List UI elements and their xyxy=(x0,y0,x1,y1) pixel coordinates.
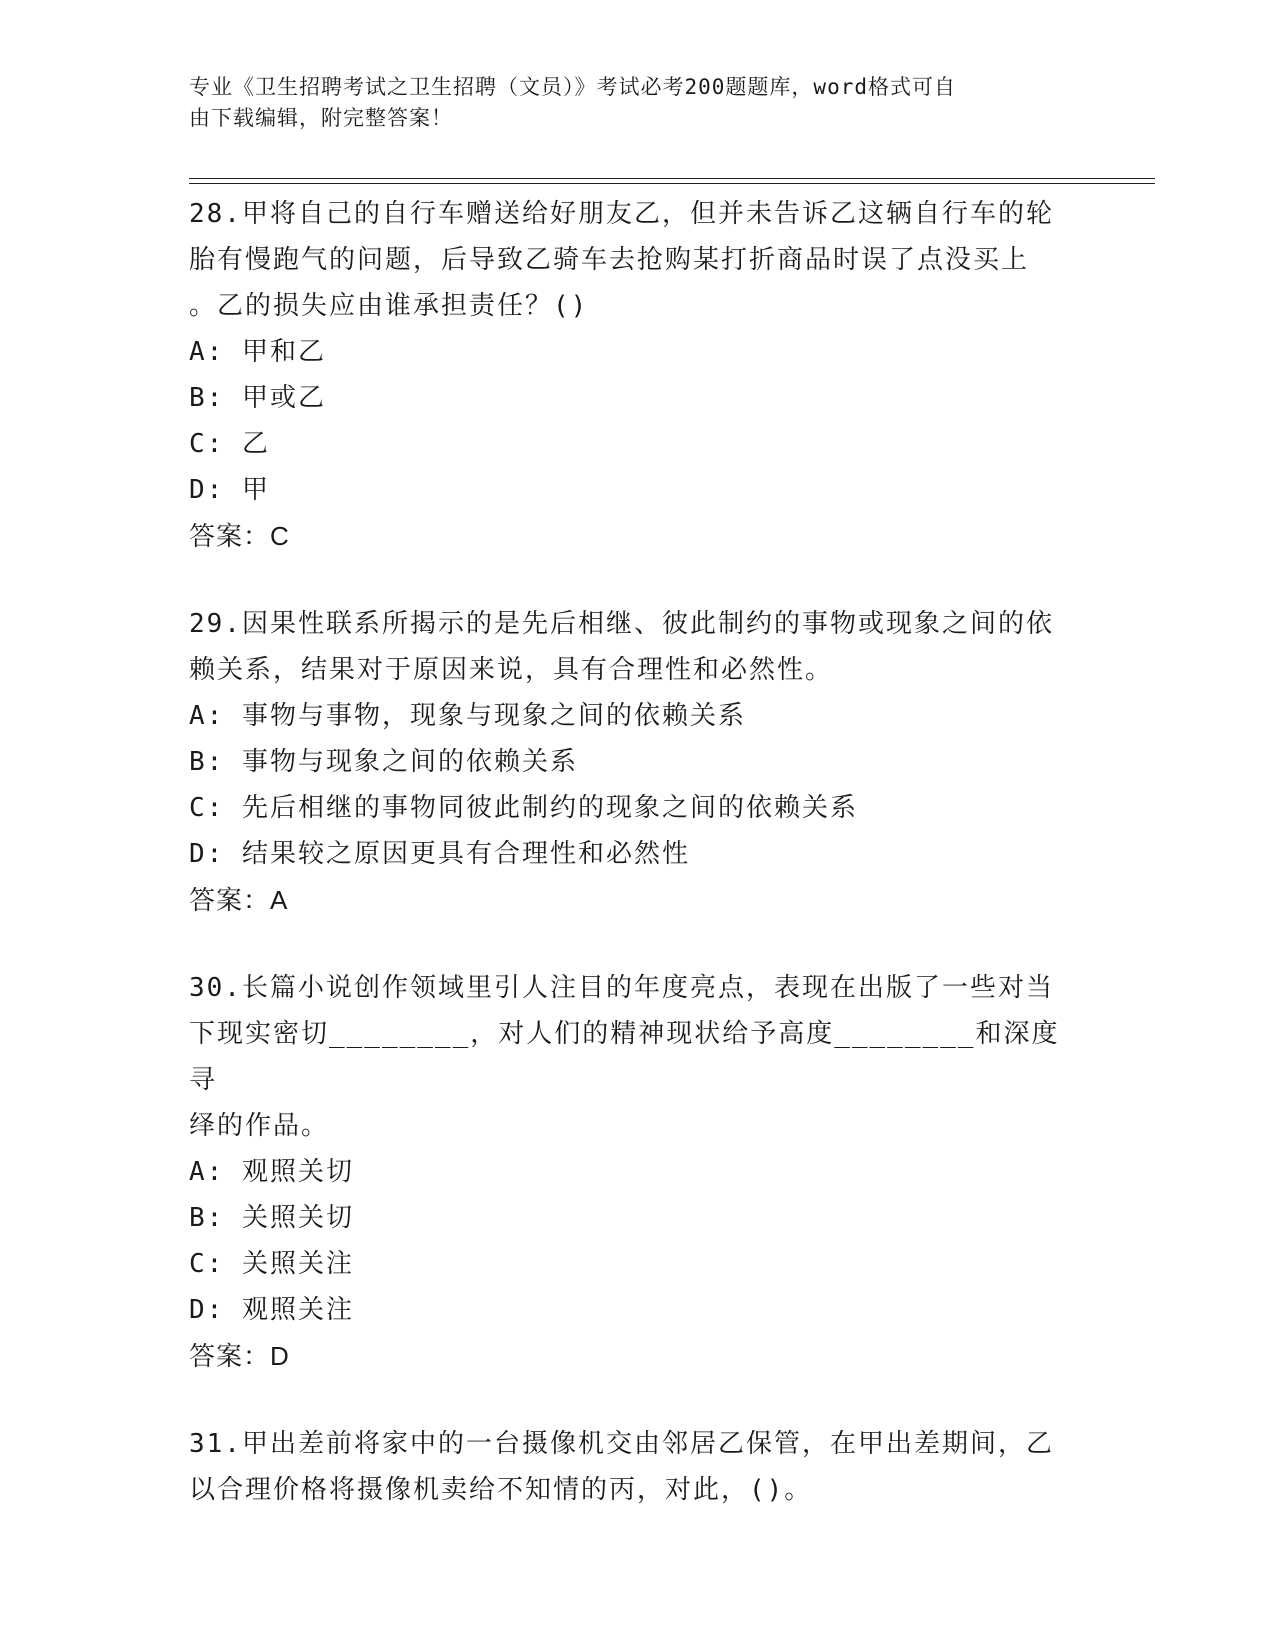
option-d: D: 甲 xyxy=(189,475,270,505)
header-line-2: 由下载编辑，附完整答案！ xyxy=(189,106,453,130)
header-line-1: 专业《卫生招聘考试之卫生招聘（文员）》考试必考200题题库，word格式可自 xyxy=(189,75,956,99)
option-a: A: 事物与事物，现象与现象之间的依赖关系 xyxy=(189,701,746,731)
header-divider-bottom xyxy=(189,183,1155,184)
option-a: A: 观照关切 xyxy=(189,1157,354,1187)
option-a: A: 甲和乙 xyxy=(189,337,326,367)
answer: 答案：C xyxy=(189,521,290,551)
question-stem-line: 29.因果性联系所揭示的是先后相继、彼此制约的事物或现象之间的依 xyxy=(189,609,1054,639)
question-list xyxy=(189,191,1079,1555)
question-29 xyxy=(189,601,1079,923)
option-b: B: 关照关切 xyxy=(189,1203,354,1233)
question-stem-line: 31.甲出差前将家中的一台摄像机交由邻居乙保管，在甲出差期间，乙 xyxy=(189,1429,1054,1459)
question-stem-line: 下现实密切________，对人们的精神现状给予高度________和深度寻 xyxy=(189,1019,1060,1095)
question-stem-line: 以合理价格将摄像机卖给不知情的丙，对此，()。 xyxy=(189,1475,813,1505)
question-stem-line: 28.甲将自己的自行车赠送给好朋友乙，但并未告诉乙这辆自行车的轮 xyxy=(189,199,1054,229)
answer: 答案：A xyxy=(189,885,289,915)
answer: 答案：D xyxy=(189,1341,290,1371)
question-28 xyxy=(189,191,1079,559)
option-b: B: 事物与现象之间的依赖关系 xyxy=(189,747,578,777)
question-stem-line: 胎有慢跑气的问题，后导致乙骑车去抢购某打折商品时误了点没买上 xyxy=(189,245,1030,275)
question-31 xyxy=(189,1421,1079,1513)
option-c: C: 乙 xyxy=(189,429,270,459)
header-divider-top xyxy=(189,178,1155,179)
option-c: C: 先后相继的事物同彼此制约的现象之间的依赖关系 xyxy=(189,793,858,823)
question-stem-line: 。乙的损失应由谁承担责任？() xyxy=(189,291,589,321)
question-stem-line: 绎的作品。 xyxy=(189,1111,330,1141)
question-stem-line: 30.长篇小说创作领域里引人注目的年度亮点，表现在出版了一些对当 xyxy=(189,973,1054,1003)
option-d: D: 观照关注 xyxy=(189,1295,354,1325)
question-stem-line: 赖关系，结果对于原因来说，具有合理性和必然性。 xyxy=(189,655,834,685)
option-c: C: 关照关注 xyxy=(189,1249,354,1279)
question-30 xyxy=(189,965,1079,1379)
option-d: D: 结果较之原因更具有合理性和必然性 xyxy=(189,839,690,869)
document-header xyxy=(189,72,1089,134)
option-b: B: 甲或乙 xyxy=(189,383,326,413)
